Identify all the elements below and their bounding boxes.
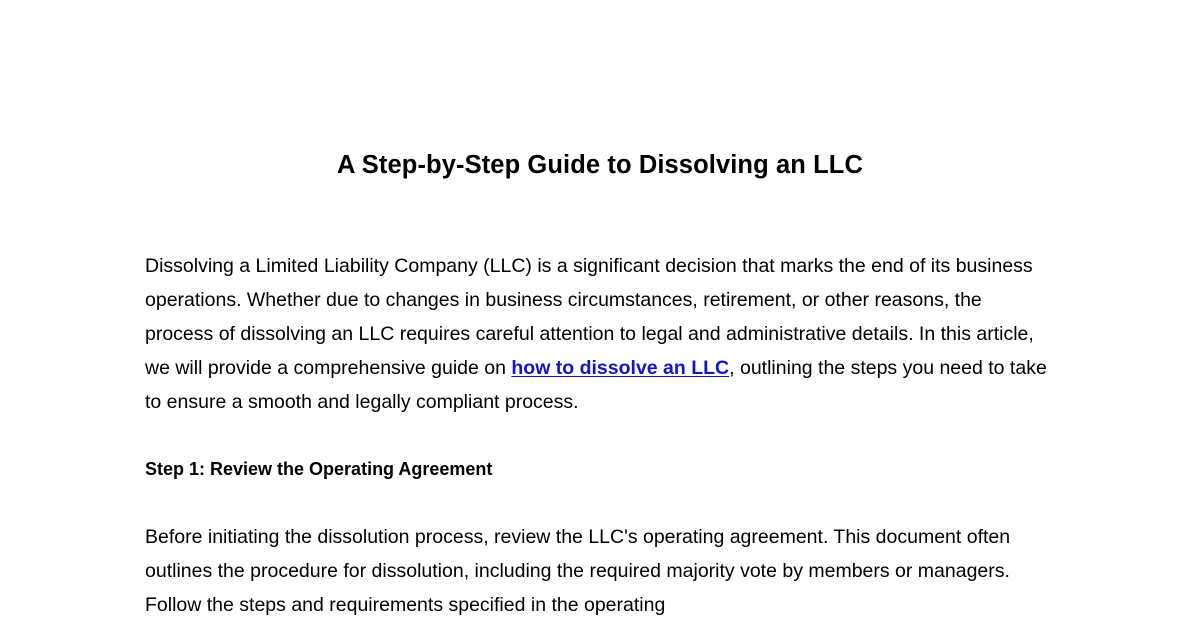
intro-text-after-link: , outlining the steps you need to take to ensure a smooth and legally compliant process. [145,356,1047,413]
step-1-paragraph: Before initiating the dissolution process, review the LLC's operating agreement. This document often outlines the procedure for dissolution, including the required majority vote by members or managers. Follow the steps and requirements specified in the operating [145,526,1011,616]
how-to-dissolve-an-llc-link[interactable]: how to dissolve an LLC [511,356,730,379]
page-title: A Step-by-Step Guide to Dissolving an LLC [337,151,863,179]
intro-paragraph [145,250,1055,419]
intro-text-before-link: Dissolving a Limited Liability Company (LLC) is a significant decision that marks the end of its business operations. Whether due to changes in business circumstances, retirement, or other reasons, the process of dissolving an LLC requires careful attention to legal and administrative details. In this article, we will provide a comprehensive guide on [145,255,1034,379]
document-body [145,0,1055,623]
step-1-heading: Step 1: Review the Operating Agreement [145,459,493,480]
